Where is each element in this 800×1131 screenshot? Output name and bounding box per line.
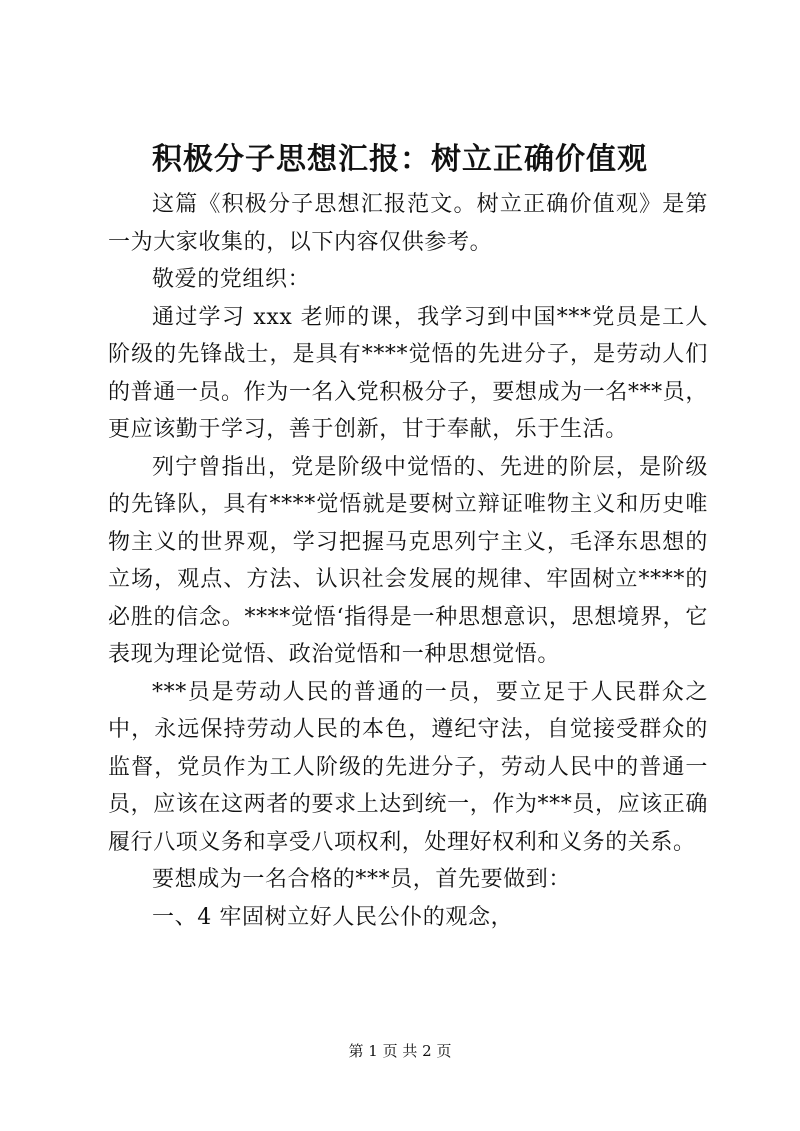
document-body xyxy=(108,186,708,936)
page-number-footer: 第 1 页 共 2 页 xyxy=(348,1042,452,1060)
body-paragraph: 通过学习 xxx 老师的课，我学习到中国***党员是工人阶级的先锋战士，是具有****觉悟的先进分子，是劳动人们的普通一员。作为一名入党积极分子，要想成为一名***员，更应该勤于学习，善于创新，甘于奉献，乐于生活。 xyxy=(108,304,708,442)
body-paragraph: ***员是劳动人民的普通的一员，要立足于人民群众之中，永远保持劳动人民的本色，遵纪守法，自觉接受群众的监督，党员作为工人阶级的先进分子，劳动人民中的普通一员，应该在这两者的要求上达到统一，作为***员，应该正确履行八项义务和享受八项权利，处理好权利和义务的关系。 xyxy=(108,679,708,855)
body-paragraph: 要想成为一名合格的***员，首先要做到： xyxy=(152,867,572,892)
list-item: 一、4 牢固树立好人民公仆的观念， xyxy=(152,904,514,930)
body-paragraph: 列宁曾指出，党是阶级中觉悟的、先进的阶层，是阶级的先锋队，具有****觉悟就是要树立辩证唯物主义和历史唯物主义的世界观，学习把握马克思列宁主义，毛泽东思想的立场，观点、方法、认识社会发展的规律、牢固树立****的必胜的信念。****觉悟‘指得是一种思想意识，思想境界，它表现为理论觉悟、政治觉悟和一种思想觉悟。 xyxy=(108,454,708,667)
intro-paragraph: 这篇《积极分子思想汇报范文。树立正确价值观》是第一为大家收集的，以下内容仅供参考。 xyxy=(108,192,708,255)
salutation: 敬爱的党组织： xyxy=(152,267,311,292)
document-title: 积极分子思想汇报：树立正确价值观 xyxy=(152,142,648,177)
